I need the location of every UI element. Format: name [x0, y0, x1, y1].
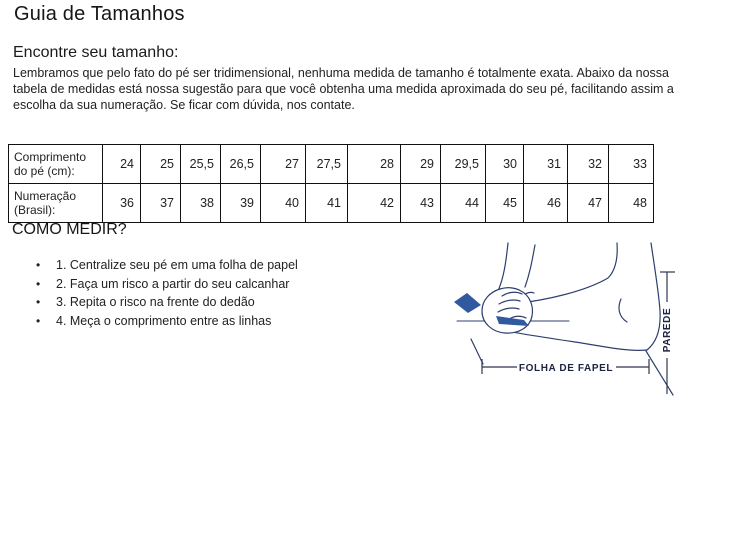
foot-length-cell: 27,5: [306, 145, 348, 184]
foot-length-cell: 25: [141, 145, 181, 184]
hand-outline: [482, 288, 532, 333]
brazil-size-cell: 37: [141, 184, 181, 223]
find-size-heading: Encontre seu tamanho:: [13, 44, 179, 61]
foot-measuring-diagram: [440, 240, 752, 400]
paper-left-edge: [471, 339, 483, 364]
measure-step: • 4. Meça o comprimento entre as linhas: [36, 312, 298, 331]
foot-length-cell: 26,5: [221, 145, 261, 184]
foot-measuring-illustration: [440, 240, 752, 400]
ankle-detail: [619, 299, 627, 322]
measure-step: • 1. Centralize seu pé em uma folha de papel: [36, 256, 298, 275]
measure-step: • 3. Repita o risco na frente do dedão: [36, 293, 298, 312]
brazil-size-cell: 36: [103, 184, 141, 223]
paper-label: FOLHA DE FAPEL: [518, 363, 614, 374]
row-header-foot-length: Comprimento do pé (cm):: [9, 145, 103, 184]
foot-length-cell: 31: [524, 145, 568, 184]
measure-steps-list: [36, 256, 298, 330]
foot-length-cell: 32: [568, 145, 609, 184]
foot-length-cell: 25,5: [181, 145, 221, 184]
measure-step: • 2. Faça um risco a partir do seu calcanhar: [36, 275, 298, 294]
brazil-size-cell: 38: [181, 184, 221, 223]
foot-length-cell: 28: [348, 145, 401, 184]
foot-length-cell: 29: [401, 145, 441, 184]
brazil-size-cell: 43: [401, 184, 441, 223]
forearm-outline: [525, 245, 535, 287]
pencil-icon: [454, 293, 481, 313]
brazil-size-cell: 45: [486, 184, 524, 223]
brazil-size-cell: 39: [221, 184, 261, 223]
brazil-size-cell: 48: [609, 184, 654, 223]
intro-paragraph: Lembramos que pelo fato do pé ser tridimensional, nenhuma medida de tamanho é totalmente exata. Abaixo da nossa tabela de medidas está nossa sugestão para que você obtenha uma medida aproximada do seu pé, facilitando assim a escolha da sua numeração. Se ficar com dúvida, nos contate.: [13, 66, 674, 112]
brazil-size-cell: 46: [524, 184, 568, 223]
forearm-outline: [498, 243, 508, 291]
row-header-brazil-size: Numeração (Brasil):: [9, 184, 103, 223]
brazil-size-cell: 41: [306, 184, 348, 223]
brazil-size-cell: 40: [261, 184, 306, 223]
foot-outline: [647, 243, 660, 350]
wall-line: [646, 351, 673, 395]
foot-length-cell: 24: [103, 145, 141, 184]
table-row-foot-length: [9, 145, 654, 184]
brazil-size-cell: 44: [441, 184, 486, 223]
foot-outline: [507, 331, 647, 350]
page-title: Guia de Tamanhos: [14, 3, 185, 25]
foot-length-cell: 33: [609, 145, 654, 184]
foot-length-cell: 29,5: [441, 145, 486, 184]
wall-label: PAREDE: [662, 307, 673, 353]
size-table: [8, 144, 654, 223]
foot-length-cell: 30: [486, 145, 524, 184]
how-to-measure-heading: COMO MEDIR?: [12, 221, 127, 238]
table-row-brazil-size: [9, 184, 654, 223]
brazil-size-cell: 42: [348, 184, 401, 223]
brazil-size-cell: 47: [568, 184, 609, 223]
foot-length-cell: 27: [261, 145, 306, 184]
